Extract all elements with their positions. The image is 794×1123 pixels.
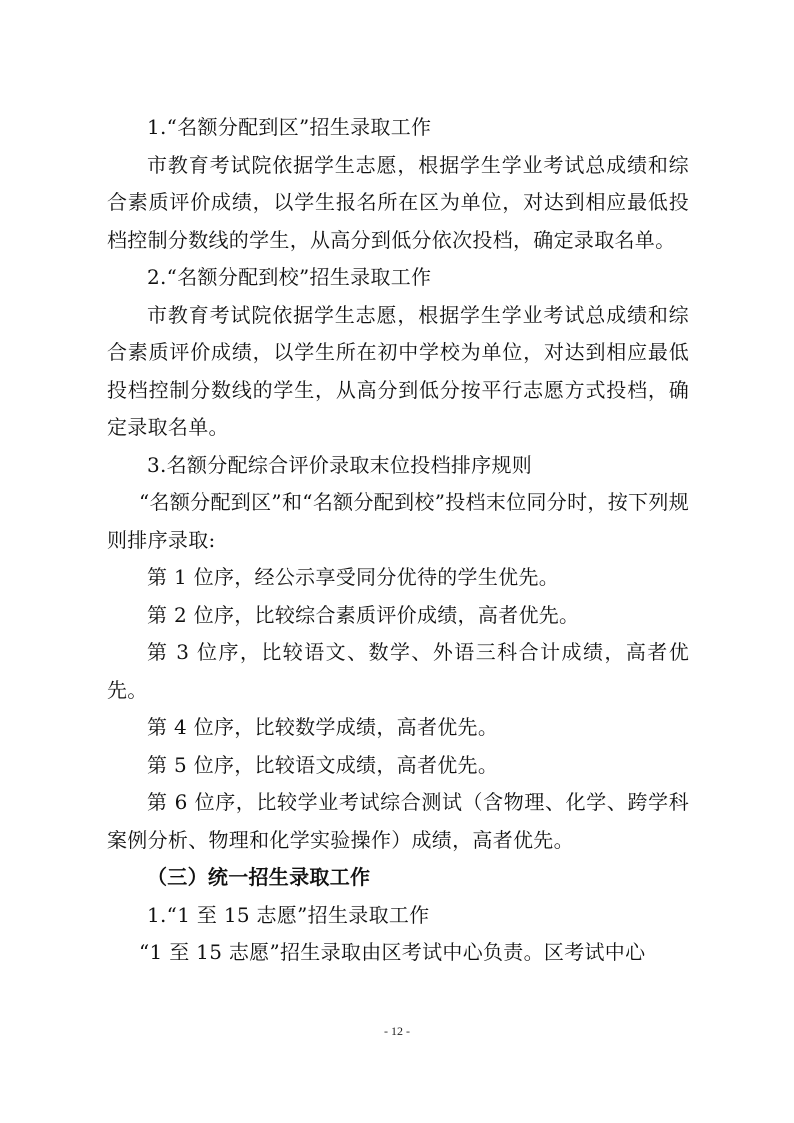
rule-item-5: 第 5 位序，比较语文成绩，高者优先。 (147, 752, 499, 777)
rule-item-6: 第 6 位序，比较学业考试综合测试（含物理、化学、跨学科案例分析、物理和化学实验操作）成绩，高者优先。 (107, 790, 689, 852)
section-heading-tiebreak-rules: 3.名额分配综合评价录取末位投档排序规则 (147, 452, 533, 477)
paragraph-choices-1-15: “1 至 15 志愿”招生录取由区考试中心负责。区考试中心 (139, 940, 646, 964)
rule-item-1: 第 1 位序，经公示享受同分优待的学生优先。 (147, 565, 560, 589)
rule-item-4: 第 4 位序，比较数学成绩，高者优先。 (147, 715, 499, 739)
document-body (107, 109, 689, 972)
section-heading-unified-admission: （三）统一招生录取工作 (147, 865, 371, 889)
rule-item-3: 第 3 位序，比较语文、数学、外语三科合计成绩，高者优先。 (107, 640, 689, 702)
paragraph-district-quota-procedure: 市教育考试院依据学生志愿，根据学生学业考试总成绩和综合素质评价成绩，以学生报名所在区为单位，对达到相应最低投档控制分数线的学生，从高分到低分依次投档，确定录取名单。 (107, 152, 689, 252)
section-heading-school-quota: 2.“名额分配到校”招生录取工作 (147, 265, 432, 289)
paragraph-school-quota-procedure: 市教育考试院依据学生志愿，根据学生学业考试总成绩和综合素质评价成绩，以学生所在初中学校为单位，对达到相应最低投档控制分数线的学生，从高分到低分按平行志愿方式投档，确定录取名单。 (107, 302, 689, 439)
page-number: - 12 - (384, 1024, 410, 1038)
rule-item-2: 第 2 位序，比较综合素质评价成绩，高者优先。 (147, 602, 580, 627)
section-heading-choices-1-15: 1.“1 至 15 志愿”招生录取工作 (147, 902, 430, 927)
section-heading-district-quota: 1.“名额分配到区”招生录取工作 (147, 115, 432, 139)
paragraph-tiebreak-intro: “名额分配到区”和“名额分配到校”投档末位同分时，按下列规则排序录取: (107, 490, 689, 552)
